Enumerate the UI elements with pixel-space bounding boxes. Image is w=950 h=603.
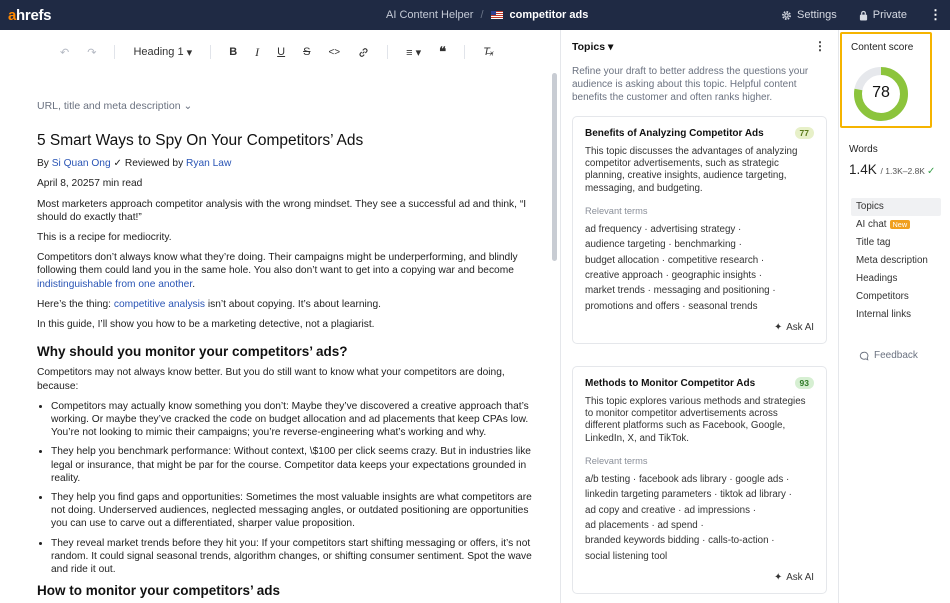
heading-select[interactable]: Heading 1 ▾	[133, 46, 193, 59]
reviewer-link[interactable]: Ryan Law	[186, 158, 232, 170]
settings-button[interactable]	[781, 9, 837, 21]
byline: By Si Quan Ong ✓ Reviewed by Ryan Law	[37, 158, 232, 170]
topic-description: This topic explores various methods and strategies to monitor competitor advertisements across different platforms such as Facebook, Google, LinkedIn, X, and TikTok.	[585, 396, 806, 444]
term: ad spend ·	[657, 520, 704, 532]
toolbar-divider	[210, 45, 211, 59]
bold-icon[interactable]: B	[229, 46, 238, 58]
more-menu-icon[interactable]: ⋮	[929, 7, 942, 22]
topic-description: This topic discusses the advantages of analyzing competitor advertisements, such as strategic planning, creative insights, audience targeting, messaging, and budgeting.	[585, 146, 798, 194]
link-icon[interactable]	[358, 47, 369, 58]
term: ad frequency ·	[585, 223, 648, 235]
term: ad impressions ·	[684, 504, 756, 516]
feedback-button[interactable]: Feedback	[859, 350, 918, 361]
word-count	[849, 162, 935, 177]
breadcrumb-project[interactable]: competitor ads	[509, 9, 589, 21]
term: creative approach ·	[585, 270, 669, 282]
italic-icon[interactable]: I	[255, 44, 260, 59]
bullet-list	[51, 400, 545, 576]
paragraph: Competitors don’t always know what they’re doing. Their campaigns might be underperforming, and blindly following them could land you in the same hole. You also don’t want to get into a copying war and become indistinguishable from one another.	[37, 252, 518, 290]
redo-icon[interactable]: ↷	[87, 46, 97, 59]
sparkle-icon: ✦	[774, 322, 783, 334]
ask-ai-button[interactable]: ✦ Ask AI	[774, 322, 814, 334]
topic-title: Benefits of Analyzing Competitor Ads	[585, 127, 764, 139]
us-flag-icon	[491, 11, 503, 19]
sidebar-item-ai-chat[interactable]: AI chat New	[851, 216, 941, 234]
check-icon: ✓	[926, 166, 936, 177]
section-heading: How to monitor your competitors’ ads	[37, 583, 281, 599]
term: geographic insights ·	[671, 270, 763, 282]
align-select-icon[interactable]: ≡ ▾	[406, 46, 422, 59]
editor-pane	[0, 30, 560, 603]
ahrefs-logo[interactable]: ahrefs	[8, 7, 52, 24]
content-score-card	[840, 32, 932, 128]
term: budget allocation ·	[585, 254, 666, 266]
term: calls-to-action ·	[708, 535, 775, 547]
topics-more-icon[interactable]: ⋮	[814, 39, 826, 53]
list-item: • They help you find gaps and opportunities: Sometimes the most valuable insights are what competitors are not doing. Underserved audiences, neglected messaging angles, or outdated positioning are opportunities you can use to carve out a differentiated, sharper value proposition.	[51, 491, 545, 531]
breadcrumb	[386, 9, 588, 21]
editor-scrollbar[interactable]	[552, 73, 557, 261]
article-title: 5 Smart Ways to Spy On Your Competitors’ Ads	[37, 132, 364, 149]
topic-score-badge: 77	[795, 127, 814, 139]
document-body[interactable]	[37, 134, 545, 603]
paragraph: In this guide, I’ll show you how to be a marketing detective, not a plagiarist.	[37, 319, 375, 331]
top-bar	[0, 0, 950, 30]
settings-label: Settings	[797, 9, 837, 21]
list-item: • They help you benchmark performance: Without context, \$100 per click seems crazy. But in industries like legal or insurance, that might be par for the course. Competitor data keeps your expectations grounded in reality.	[51, 445, 545, 485]
term: a/b testing ·	[585, 473, 637, 485]
term: benchmarking ·	[674, 239, 742, 251]
meta-description-toggle[interactable]: URL, title and meta description ⌄	[37, 100, 193, 112]
score-sidebar	[839, 30, 950, 603]
gear-icon	[781, 10, 792, 21]
author-link[interactable]: Si Quan Ong	[51, 158, 111, 170]
chevron-down-icon: ⌄	[183, 100, 193, 112]
new-badge: New	[890, 220, 911, 229]
sparkle-icon: ✦	[774, 572, 783, 584]
sidebar-item-competitors[interactable]: Competitors	[856, 291, 909, 302]
paragraph: Most marketers approach competitor analysis with the wrong mindset. They see a successful ad and think, “I should do exactly that!”	[37, 198, 527, 223]
toolbar-divider	[114, 45, 115, 59]
topic-card[interactable]	[572, 116, 827, 344]
relevant-terms-label: Relevant terms	[585, 205, 648, 216]
term: promotions and offers ·	[585, 300, 686, 312]
term: google ads ·	[735, 473, 790, 485]
term: linkedin targeting parameters ·	[585, 489, 718, 501]
term: market trends ·	[585, 285, 651, 297]
list-item: • They reveal market trends before they hit you: If your competitors start shifting messaging or offers, it’s not random. It could signal seasonal trends, algorithm changes, or shifting consumer sentiment. Spot the wave and ride it out.	[51, 537, 545, 577]
term: facebook ads library ·	[638, 473, 733, 485]
term: ad placements ·	[585, 520, 655, 532]
privacy-label: Private	[872, 9, 907, 21]
quote-icon[interactable]: ❝	[439, 44, 447, 59]
paragraph: Competitors may not always know better. But you do still want to know what your competitors are doing, because:	[37, 367, 505, 392]
lock-icon	[859, 10, 868, 21]
code-icon[interactable]: <>	[328, 46, 341, 58]
relevant-terms-label: Relevant terms	[585, 455, 648, 466]
caret-down-icon: ▾	[186, 46, 193, 59]
underline-icon[interactable]: U	[277, 46, 286, 58]
breadcrumb-separator: /	[480, 9, 484, 21]
sidebar-item-internal-links[interactable]: Internal links	[856, 309, 911, 320]
term: messaging and positioning ·	[653, 285, 776, 297]
term: social listening tool	[585, 550, 668, 562]
term: audience targeting ·	[585, 239, 672, 251]
article-date: April 8, 20257 min read	[37, 178, 143, 190]
paragraph: This is a recipe for mediocrity.	[37, 232, 172, 244]
term: tiktok ad library ·	[720, 489, 792, 501]
sidebar-nav	[851, 198, 941, 324]
content-score-label: Content score	[851, 42, 914, 53]
topic-score-badge: 93	[795, 377, 814, 389]
privacy-button[interactable]	[859, 9, 907, 21]
topic-title: Methods to Monitor Competitor Ads	[585, 377, 756, 389]
sidebar-item-topics[interactable]: Topics	[851, 198, 941, 216]
word-count-value: 1.4K	[849, 162, 877, 177]
toolbar-divider	[464, 45, 465, 59]
undo-icon[interactable]: ↶	[60, 46, 70, 59]
clear-format-icon[interactable]: T̶ₓ	[483, 46, 495, 58]
term: seasonal trends	[688, 300, 758, 312]
sidebar-item-headings[interactable]: Headings	[856, 273, 898, 284]
caret-down-icon: ▾	[607, 41, 614, 53]
toolbar-divider	[387, 45, 388, 59]
editor-toolbar	[60, 44, 512, 60]
topics-dropdown[interactable]: Topics ▾	[572, 41, 614, 53]
paragraph: Here’s the thing: competitive analysis isn’t about copying. It’s about learning.	[37, 298, 381, 310]
relevant-terms	[585, 472, 814, 564]
ask-ai-button[interactable]: ✦ Ask AI	[774, 572, 814, 584]
term: advertising strategy ·	[650, 223, 742, 235]
words-label: Words	[849, 144, 878, 155]
inline-link[interactable]: competitive analysis	[113, 298, 206, 310]
sidebar-item-title-tag[interactable]: Title tag	[856, 237, 891, 248]
topics-panel	[561, 30, 838, 603]
content-score-value: 78	[872, 84, 890, 101]
inline-link[interactable]: indistinguishable from one another	[37, 278, 193, 290]
chat-bubble-icon	[859, 351, 869, 361]
term: branded keywords bidding ·	[585, 535, 706, 547]
relevant-terms	[585, 222, 814, 314]
section-heading: Why should you monitor your competitors’ ads?	[37, 344, 348, 360]
term: ad copy and creative ·	[585, 504, 682, 516]
term: competitive research ·	[667, 254, 765, 266]
topic-card[interactable]	[572, 366, 827, 594]
sidebar-item-meta-description[interactable]: Meta description	[856, 255, 928, 266]
topics-intro: Refine your draft to better address the questions your audience is asking about this topic. Helpful content benefits the customer and often ranks higher.	[572, 66, 809, 103]
word-count-range: / 1.3K–2.8K	[880, 166, 925, 176]
breadcrumb-tool[interactable]: AI Content Helper	[386, 9, 474, 21]
strikethrough-icon[interactable]: S	[303, 46, 311, 58]
list-item: • Competitors may actually know something you don’t: Maybe they’ve discovered a creative approach that’s working. Or maybe they’ve cracked the code on budget allocation and ad placements that keep CPAs low. You’re not looking to mimic their campaigns; you’re reverse-engineering what’s working and why.	[51, 400, 545, 440]
